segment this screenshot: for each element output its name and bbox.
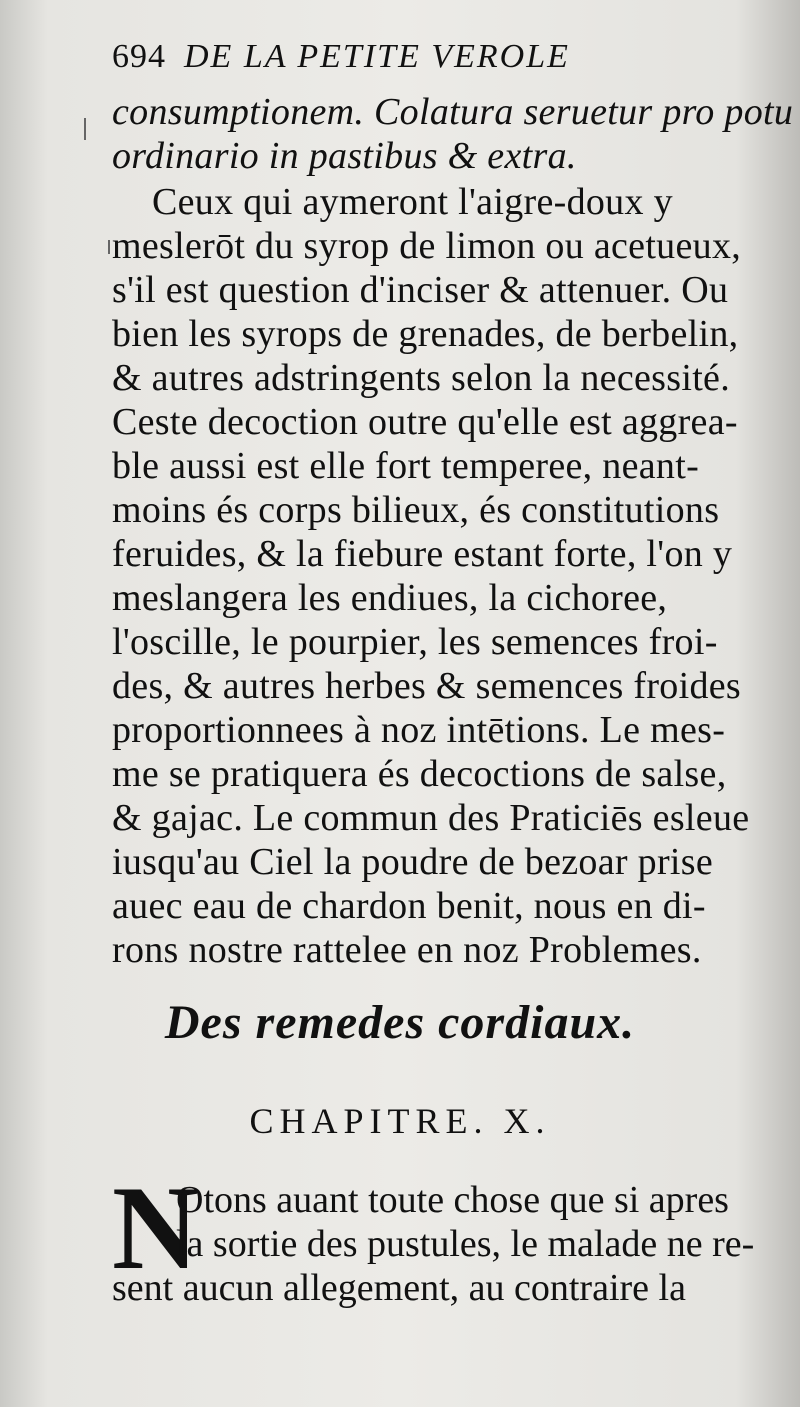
paragraph-line: meslerōt du syrop de limon ou acetueux, (112, 225, 742, 267)
margin-mark (84, 118, 86, 140)
paragraph-line: meslangera les endiues, la cichoree, (112, 577, 668, 619)
paragraph-line: auec eau de chardon benit, nous en di- (112, 885, 706, 927)
running-header (112, 38, 762, 76)
paragraph-line: l'oscille, le pourpier, les semences froi- (112, 621, 718, 663)
chapter-heading: CHAPITRE. X. (249, 1101, 551, 1141)
paragraph-line: rons nostre rattelee en noz Problemes. (112, 929, 702, 971)
paragraph-line: proportionnees à noz intētions. Le mes- (112, 709, 726, 751)
paragraph-line: Ceste decoction outre qu'elle est aggrea- (112, 401, 738, 443)
paragraph-line: ble aussi est elle fort temperee, neant- (112, 445, 700, 487)
margin-mark (108, 240, 110, 254)
paragraph-line: iusqu'au Ciel la poudre de bezoar prise (112, 841, 714, 883)
chapter-text-line: sent aucun allegement, au contraire la (112, 1267, 686, 1309)
paragraph-line: bien les syrops de grenades, de berbelin, (112, 313, 739, 355)
paragraph-line: feruides, & la fiebure estant forte, l'on y (112, 533, 733, 575)
paragraph-line: moins és corps bilieux, és constitutions (112, 489, 720, 531)
latin-line: consumptionem. Colatura seruetur pro potu (112, 91, 794, 133)
section-title: Des remedes cordiaux. (164, 996, 636, 1049)
paragraph-line: me se pratiquera és decoctions de salse, (112, 753, 727, 795)
paragraph-line: Ceux qui aymeront l'aigre-doux y (152, 181, 673, 223)
paragraph-line: s'il est question d'inciser & attenuer. Ou (112, 269, 729, 311)
paragraph-line: & autres adstringents selon la necessité. (112, 357, 731, 399)
running-title: DE LA PETITE VEROLE (184, 38, 570, 75)
page-number: 694 (112, 38, 166, 75)
paragraph-line: des, & autres herbes & semences froides (112, 665, 741, 707)
chapter-text-line: Otons auant toute chose que si apres (176, 1179, 729, 1221)
chapter-text-line: la sortie des pustules, le malade ne re- (176, 1223, 755, 1265)
latin-line: ordinario in pastibus & extra. (112, 135, 577, 177)
paragraph-line: & gajac. Le commun des Praticiēs esleue (112, 797, 750, 839)
drop-cap: N (112, 1161, 199, 1294)
